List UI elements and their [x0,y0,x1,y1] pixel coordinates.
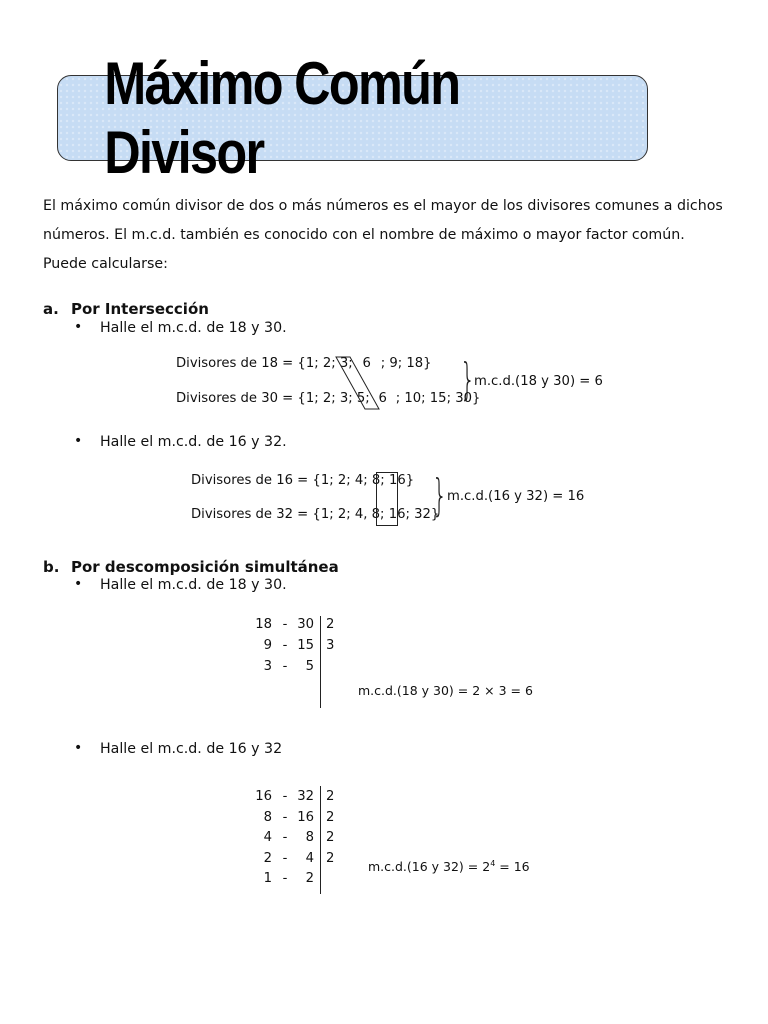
dash-separator: - [282,850,288,866]
dash-separator: - [282,617,288,632]
dash-separator: - [282,830,288,845]
dividend-a: 3 [263,659,272,674]
right-brace-icon: } [460,354,476,405]
common-divisor-mark: 6 [362,356,371,371]
dividend-a: 9 [263,638,272,653]
common-factor: 2 [326,617,335,632]
common-divisor-mark: 6 [378,391,387,406]
dividend-b: 5 [305,659,314,674]
dash-separator: - [282,789,288,804]
bullet-icon: • [74,319,83,335]
right-brace-icon: } [432,470,448,521]
dash-separator: - [282,659,288,674]
section-b-example-1-prompt: • Halle el m.c.d. de 18 y 30. [74,576,287,593]
section-a-letter: a. [43,300,59,318]
common-factor: 2 [326,850,335,866]
common-divisor-mark: 16 [388,473,406,488]
bullet-icon: • [74,740,83,756]
dividend-b: 4 [305,850,314,866]
section-b-example-2-prompt: • Halle el m.c.d. de 16 y 32 [74,740,283,757]
page-title: Máximo Común Divisor [104,50,460,186]
result-mcd-18-30: m.c.d.(18 y 30) = 6 [474,374,603,389]
dividend-a: 2 [263,850,272,866]
bullet-icon: • [74,433,83,449]
section-a-label: Por Intersección [71,300,209,318]
common-factor: 2 [326,789,335,804]
section-b-heading [43,558,339,576]
section-b-letter: b. [43,558,60,576]
dividend-b: 8 [305,830,314,845]
dividend-b: 30 [297,617,314,632]
divisors-32-row: Divisores de 32 = {1; 2; 4, 8; 16; 32} [191,507,440,522]
dividend-b: 2 [305,871,314,886]
section-a-example-1-prompt: • Halle el m.c.d. de 18 y 30. [74,319,287,336]
result-decomposition-16-32: m.c.d.(16 y $32) = 2^4 = 16$ [368,859,530,875]
divider-line [320,616,321,708]
dash-separator: - [282,809,288,825]
intersection-rectangle [376,472,398,526]
section-a-heading [43,300,209,318]
common-factor: 2 [326,809,335,825]
dividend-b: 16 [297,809,314,825]
section-a-example-2-prompt: • Halle el m.c.d. de 16 y 32. [74,433,287,450]
dividend-a: 1 [263,871,272,886]
dividend-a: 8 [263,809,272,825]
divider-line [320,786,321,894]
bullet-icon: • [74,576,83,592]
divisors-16-row: Divisores de 16 = {1; 2; 4; 8; 16} [191,473,415,488]
intersection-parallelogram [330,355,380,411]
dash-separator: - [282,871,288,886]
dividend-a: 16 [255,789,272,804]
section-b-label: Por descomposición simultánea [71,558,339,576]
dash-separator: - [282,638,288,653]
common-divisor-mark: 16 [388,507,406,522]
divisors-30-row: Divisores de 30 = {1; 2; 3; 5; 6 ; 10; 15; 30} [176,391,481,406]
dividend-a: 18 [255,617,272,632]
common-factor: 3 [326,638,335,653]
result-decomposition-18-30: m.c.d.(18 y 30) = 2 × 3 = 6 [358,683,533,698]
common-factor: 2 [326,830,335,845]
result-mcd-16-32: m.c.d.(16 y 32) = 16 [447,489,585,504]
divisors-18-row: Divisores de 18 = {1; 2; 3; 6 ; 9; 18} [176,356,432,371]
dividend-a: 4 [263,830,272,845]
intro-paragraph: El máximo común divisor de dos o más números es el mayor de los divisores comunes a dichos números. El m.c.d. también es conocido con el nombre de máximo o mayor factor común. Puede calcularse: [43,198,723,272]
dividend-b: 32 [297,789,314,804]
dividend-b: 15 [297,638,314,653]
